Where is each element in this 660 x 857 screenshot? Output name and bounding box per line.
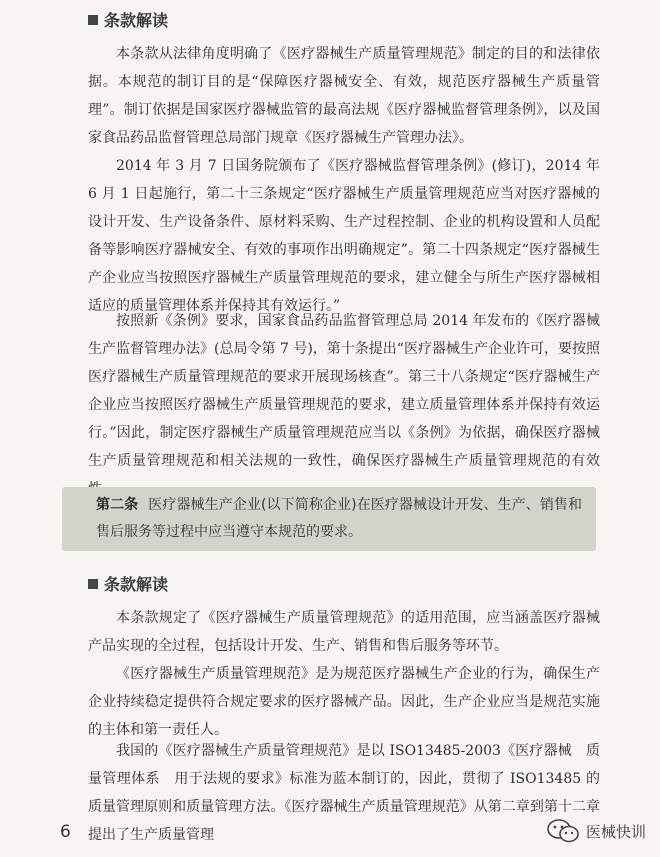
paragraph: 本条款从法律角度明确了《医疗器械生产质量管理规范》制定的目的和法律依据。本规范的制订目的是“保障医疗器械安全、有效，规范医疗器械生产质量管理”。制订依据是国家医疗器械监管的最高法规《医疗器械监督管理条例》，以及国家食品药品监督管理总局部门规章《医疗器械生产管理办法》。 [88,46,600,146]
wechat-icon [546,818,580,844]
article-body: 医疗器械生产企业(以下简称企业)在医疗器械设计开发、生产、销售和售后服务等过程中应当遵守本规范的要求。 [96,497,582,540]
section-heading-1 [88,8,168,31]
square-bullet-icon [88,579,98,589]
section-heading-text: 条款解读 [104,575,169,594]
section-heading-2 [88,572,168,595]
paragraph: 我国的《医疗器械生产质量管理规范》是以 ISO13485-2003《医疗器械 质量管理体系 用于法规的要求》标准为蓝本制订的，因此，贯彻了 ISO13485 的质量管理原则和质量管理方法。《医疗器械生产质量管理规范》从第二章到第十二章提出了生产质量管理 [88,743,600,843]
paragraph: 2014 年 3 月 7 日国务院颁布了《医疗器械监督管理条例》(修订)，2014 年 6 月 1 日起施行，第二十三条规定“医疗器械生产质量管理规范应当对医疗器械的设计开发、生产设备条件、原材料采购、生产过程控制、企业的机构设置和人员配备等影响医疗器械安全、有效的事项作出明确规定”。第二十四条规定“医疗器械生产企业应当按照医疗器械生产质量管理规范的要求，建立健全与所生产医疗器械相适应的质量管理体系并保持其有效运行。” [88,158,600,314]
paragraph: 《医疗器械生产质量管理规范》是为规范医疗器械生产企业的行为，确保生产企业持续稳定提供符合规定要求的医疗器械产品。因此，生产企业应当是规范实施的主体和第一责任人。 [88,666,600,738]
paragraph: 本条款规定了《医疗器械生产质量管理规范》的适用范围，应当涵盖医疗器械产品实现的全过程，包括设计开发、生产、销售和售后服务等环节。 [88,610,600,654]
article-label: 第二条 [96,497,139,513]
watermark-text: 医械快训 [585,822,646,841]
article-text [96,492,582,546]
paragraph: 按照新《条例》要求，国家食品药品监督管理总局 2014 年发布的《医疗器械生产监督管理办法》(总局令第 7 号)，第十条提出“医疗器械生产企业许可，要按照医疗器械生产质量管理规范的要求开展现场核查”。第三十八条规定“医疗器械生产企业应当按照医疗器械生产质量管理规范的要求，建立质量管理体系并保持有效运行。”因此，制定医疗器械生产质量管理规范应当以《条例》为依据，确保医疗器械生产质量管理规范和相关法规的一致性，确保医疗器械生产质量管理规范的有效 [88,313,600,469]
section-heading-text: 条款解读 [104,11,169,30]
page-number: 6 [60,822,71,842]
watermark [546,818,646,844]
square-bullet-icon [88,15,98,25]
